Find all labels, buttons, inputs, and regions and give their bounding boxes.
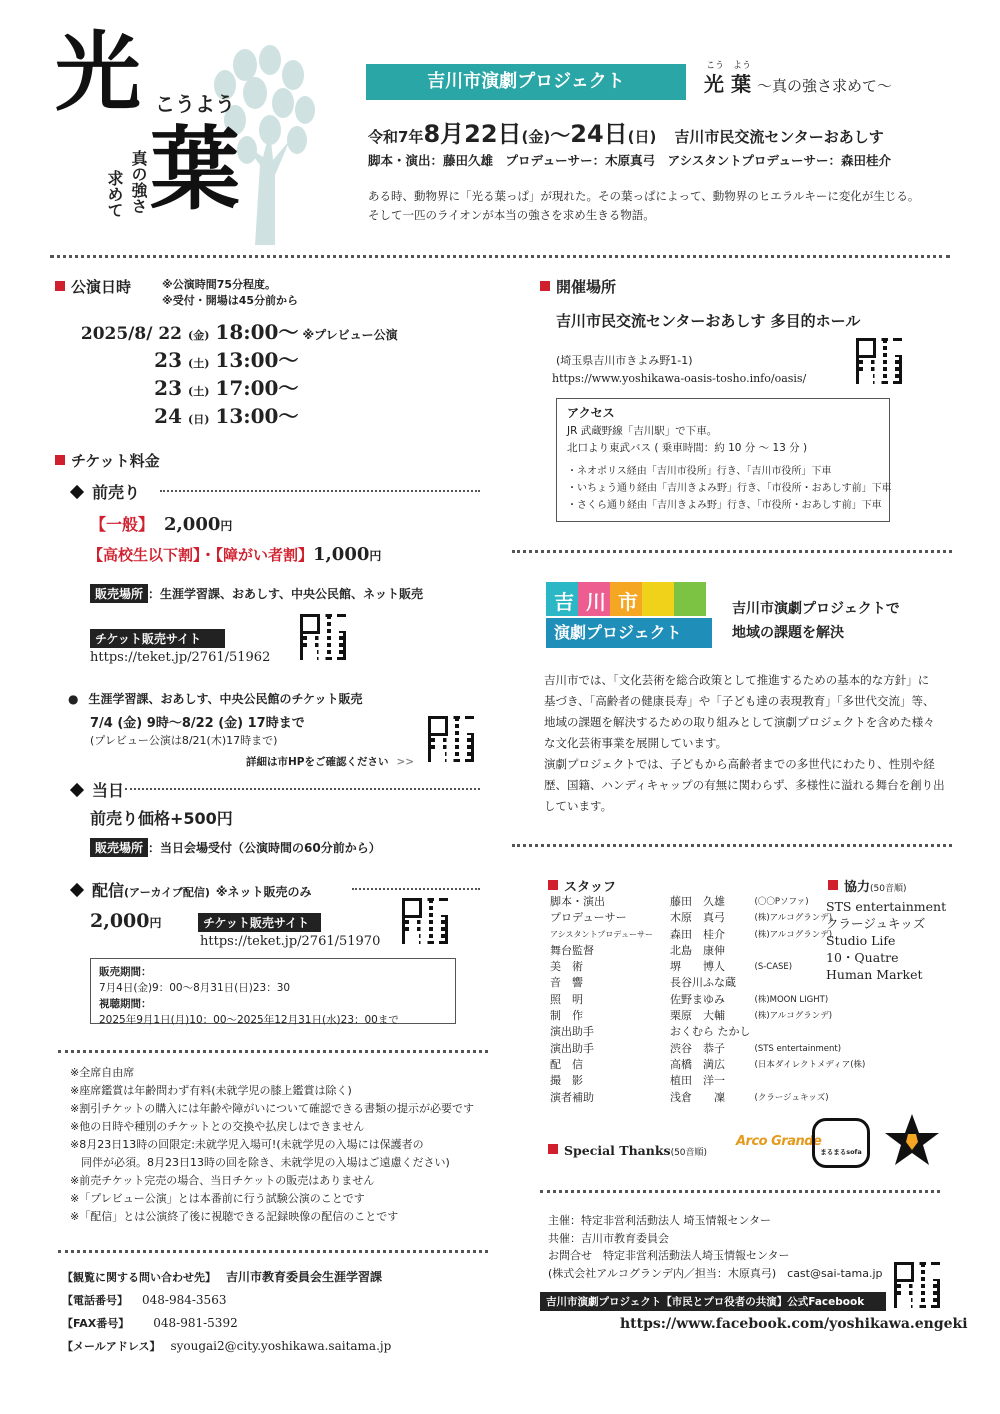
schedule-date: 2025/8/ 22 (80, 324, 182, 344)
thanks-heading-text: Special Thanks (564, 1143, 671, 1158)
staff-role: 演出助手 (550, 1041, 594, 1055)
staff-role: 音 響 (550, 976, 583, 990)
date-era: 令和7年 (368, 128, 424, 146)
office-more-text: 詳細は市HPをご確認ください (246, 756, 389, 768)
staff-affiliation (753, 1073, 868, 1089)
coop-sub: (50音順) (870, 884, 907, 894)
note-item: ※「配信」とは公演終了後に視聴できる記録映像の配信のことです (70, 1210, 399, 1223)
project-headline-2: 地域の課題を解決 (732, 625, 844, 641)
access-box (556, 398, 890, 522)
staff-row (548, 1008, 867, 1024)
schedule-row (70, 402, 490, 430)
view-period: 2025年9月1日(月)10：00～2025年12月31日(水)23：00まで (99, 1014, 399, 1026)
schedule-date: 24 (154, 404, 182, 428)
staff-name: 栗原 大輔 (670, 1009, 725, 1023)
project-body (544, 670, 945, 817)
date-end: 24日 (570, 120, 628, 148)
venue-url[interactable]: https://www.yoshikawa-oasis-tosho.info/oasis/ (552, 372, 807, 385)
project-body-line: 基づき、「高齢者の健康長寿」や「子ども達の表現教育」「多世代交流」等、 (544, 694, 935, 708)
staff-affiliation: (株)アルコグランデ) (754, 1011, 833, 1022)
contact-title: 【観覧に関する問い合わせ先】 (62, 1271, 216, 1284)
sales-places (90, 584, 423, 603)
project-body-line: しています。 (544, 799, 613, 813)
general-price-value: 2,000 (164, 514, 221, 535)
project-body-line: 歴、国籍、ハンディキャップの有無に関わらず、多様性に溢れる舞台を創り出 (544, 778, 945, 792)
dayof-place-text: ：当日会場受付（公演時間の60分前から） (148, 841, 381, 855)
venue-heading (540, 276, 616, 297)
bus-route: ・いちょう通り経由「吉川きよみ野」行き、「市役所・おあしす前」下車 (567, 483, 892, 494)
divider (125, 788, 480, 790)
staff-row (548, 894, 867, 910)
note-item: ※前売チケット完売の場合、当日チケットの販売はありません (70, 1174, 375, 1187)
schedule-heading (55, 276, 131, 297)
tickets-heading-text: チケット料金 (71, 452, 160, 470)
coop-item: クラージュキッズ (826, 916, 926, 931)
divider (58, 1050, 488, 1053)
schedule-dow: (土) (188, 357, 210, 370)
yen: 円 (220, 519, 233, 533)
credits: 脚本・演出：藤田久雄 プロデューサー：木原真弓 アシスタントプロデューサー：森田桂介 (368, 153, 892, 168)
staff-role: 照 明 (550, 992, 583, 1006)
staff-name: 藤田 久雄 (670, 895, 725, 908)
staff-name: 渋谷 恭子 (670, 1041, 725, 1055)
coop-item: Human Market (826, 967, 923, 982)
logo-ch-3: 市 (618, 590, 638, 614)
project-banner: 吉川市演劇プロジェクト (366, 64, 686, 100)
stream-sub: (アーカイブ配信) (124, 886, 210, 899)
note-item: ※全席自由席 (70, 1066, 135, 1079)
tickets-heading (55, 450, 160, 471)
note-item: ※「プレビュー公演」とは本番前に行う試験公演のことです (70, 1192, 365, 1205)
footer-info (548, 1212, 883, 1282)
project-body-line: 吉川市では、「文化芸術を総合政策として推進するための基本的な方針」に (544, 673, 930, 687)
thanks-heading (548, 1140, 707, 1159)
logo-tagline-2: 求めて (105, 170, 124, 218)
project-body-line: 演劇プロジェクトでは、子どもから高齢者までの多世代にわたり、性別や経 (544, 757, 935, 771)
staff-role: 撮 影 (550, 1074, 583, 1088)
stream-price (90, 910, 162, 932)
staff-row (548, 943, 867, 959)
staff-affiliation: (株)アルコグランデ) (754, 929, 833, 940)
schedule-dow: (日) (188, 413, 210, 426)
staff-heading (548, 876, 616, 895)
contact-block (62, 1266, 391, 1358)
qr-code-icon[interactable] (428, 716, 474, 762)
logo (55, 23, 295, 245)
date-start: 8月22日 (423, 120, 522, 148)
staff-name: 浅倉 凜 (670, 1090, 725, 1104)
contact-org: 吉川市教育委員会生涯学習課 (226, 1270, 383, 1284)
staff-affiliation: (クラージュキッズ) (754, 1092, 829, 1103)
date-venue: 吉川市民交流センターおあしす (674, 128, 884, 146)
title-text: 光 葉 (704, 72, 751, 96)
bus-route: ・さくら通り経由「吉川きよみ野」行き、「市役所・おあしす前」下車 (567, 500, 882, 511)
title-subtitle: ～真の強さ求めて～ (756, 77, 892, 95)
stream-site (198, 912, 321, 932)
qr-code-icon[interactable] (402, 898, 448, 944)
staff-name: 佐野まゆみ (670, 992, 725, 1006)
dayof-place (90, 838, 381, 857)
bullet-icon: ● (68, 692, 79, 706)
sale-period-label: 販売期間： (99, 966, 152, 978)
yen: 円 (369, 549, 382, 563)
staff-role: 配 信 (550, 1057, 583, 1071)
diamond-icon (70, 883, 84, 897)
thanks-sub: (50音順) (670, 1148, 708, 1158)
inquiry: お問合せ 特定非営利活動法人埼玉情報センター (548, 1249, 790, 1262)
staff-role: 演者補助 (550, 1090, 594, 1104)
office-sales-head (68, 690, 362, 707)
discount-price-value: 1,000 (313, 544, 370, 565)
divider (512, 844, 952, 847)
staff-name: 堺 博人 (670, 960, 725, 974)
staff-row (548, 959, 867, 975)
staff-row (548, 1024, 867, 1040)
office-sales-period: 7/4 (金) 9時～8/22 (金) 17時まで (90, 716, 305, 731)
marumaru-sofa-logo (812, 1118, 870, 1168)
synopsis-2: そして一匹のライオンが本当の強さを求め生きる物語。 (368, 208, 655, 222)
access-title: アクセス (567, 406, 615, 420)
stream-label: 配信 (92, 881, 125, 900)
staff-affiliation: (株)MOON LIGHT) (754, 994, 829, 1005)
schedule-time: 13:00～ (215, 404, 299, 428)
divider (58, 1250, 488, 1253)
dayof-label: 当日 (92, 781, 125, 800)
dayof-heading (68, 778, 124, 801)
schedule-note: ※プレビュー公演 (302, 328, 398, 342)
bus-route: ・ネオポリス経由「吉川市役所」行き、「吉川市役所」下車 (567, 466, 832, 477)
arcogrande-logo: Arco Grande (736, 1134, 822, 1149)
schedule-time: 17:00～ (215, 376, 299, 400)
coop-heading-text: 協力 (844, 880, 871, 895)
advance-label: 前売り (92, 483, 141, 502)
qr-code-icon[interactable] (300, 614, 346, 660)
star-logo-icon (884, 1112, 940, 1168)
stream-price-value: 2,000 (90, 910, 150, 932)
ticket-site-tag: チケット販売サイト (90, 629, 225, 648)
show-title (704, 68, 892, 97)
staff-role: 舞台監督 (550, 943, 594, 957)
staff-row (548, 1090, 867, 1106)
view-period-label: 視聴期間： (99, 998, 152, 1010)
logo-ch-1: 吉 (554, 590, 574, 614)
staff-role: アシスタントプロデューサー (550, 929, 653, 939)
staff-role: 脚本・演出 (550, 895, 605, 908)
tel-number[interactable]: 048-984-3563 (142, 1293, 227, 1307)
mail-address[interactable]: syougai2@city.yoshikawa.saitama.jp (170, 1339, 392, 1353)
staff-name: 森田 桂介 (670, 927, 725, 941)
staff-affiliation: (STS entertainment) (754, 1043, 842, 1054)
office-sales-head-text: 生涯学習課、おあしす、中央公民館のチケット販売 (88, 692, 363, 706)
logo-ch-2: 川 (586, 590, 606, 614)
staff-row (548, 910, 867, 926)
stream-site-url[interactable]: https://teket.jp/2761/51970 (200, 934, 381, 949)
sales-tag: 販売場所 (90, 584, 148, 603)
general-price (90, 512, 232, 535)
schedule-dow: (金) (188, 329, 210, 342)
staff-row (548, 1041, 867, 1057)
date-tilde: ～ (550, 123, 571, 147)
staff-affiliation: (株)アルコグランデ) (754, 913, 833, 924)
note-item: ※8月23日13時の回限定:未就学児入場可!(未就学児の入場には保護者の (70, 1138, 424, 1151)
project-body-line: な文化芸術事業を展開しています。 (544, 736, 728, 750)
host: 主催：特定非営利活動法人 埼玉情報センター (548, 1214, 772, 1227)
note-item: ※割引チケットの購入には年齢や障がいについて確認できる書類の提示が必要です (70, 1102, 475, 1115)
stream-period-box (90, 958, 456, 1024)
office-sales-note: (プレビュー公演は8/21(木)17時まで) (90, 734, 278, 747)
schedule-date: 23 (154, 348, 182, 372)
diamond-icon (70, 485, 84, 499)
general-label: 【一般】 (90, 515, 155, 534)
staff-role: 演出助手 (550, 1025, 594, 1039)
staff-affiliation: (〇〇Pソファ) (754, 897, 809, 907)
venue-name: 吉川市民交流センターおあしす 多目的ホール (556, 312, 861, 330)
coop-item: Studio Life (826, 933, 896, 948)
schedule-dow: (土) (188, 385, 210, 398)
tel-label: 【電話番号】 (62, 1294, 128, 1307)
staff-table (548, 894, 867, 1106)
schedule-row (70, 374, 490, 402)
cohost: 共催：吉川市教育委員会 (548, 1231, 669, 1245)
synopsis-1: ある時、動物界に「光る葉っぱ」が現れた。その葉っぱによって、動物界のヒエラルキーに変化が生じる。 (368, 189, 920, 203)
notes-list (70, 1064, 474, 1226)
schedule-time: 13:00～ (215, 348, 299, 372)
discount-price (88, 544, 381, 565)
staff-role: 制 作 (550, 1009, 583, 1023)
staff-role: プロデューサー (550, 911, 627, 925)
staff-role: 美 術 (550, 960, 583, 974)
project-logo (546, 582, 712, 650)
venue-heading-text: 開催場所 (556, 278, 617, 296)
date-end-dow: (日) (627, 128, 657, 146)
divider (352, 888, 480, 890)
staff-name: 植田 洋一 (670, 1074, 725, 1088)
office-sales-more[interactable] (246, 754, 414, 769)
access-line-1: JR 武蔵野線「吉川駅」で下車。 (567, 425, 718, 437)
schedule-note-1: ※公演時間75分程度。 (162, 278, 277, 291)
schedule-note-2: ※受付・開場は45分前から (162, 294, 299, 307)
note-item: ※座席鑑賞は年齢問わず有料(未就学児の膝上鑑賞は除く) (70, 1084, 352, 1097)
marumaru-text: まるまるsofa (820, 1148, 862, 1156)
venue-address: (埼玉県吉川市きよみ野1-1) (556, 354, 693, 367)
schedule-time: 18:00～ (215, 320, 299, 344)
date-start-dow: (金) (521, 128, 551, 146)
ticket-site (90, 628, 225, 648)
sales-places-text: ：生涯学習課、おあしす、中央公民館、ネット販売 (148, 587, 424, 601)
schedule-row (70, 318, 490, 346)
staff-name: おくむら たかし (670, 1025, 751, 1039)
staff-row (548, 1057, 867, 1073)
date-line (368, 114, 884, 149)
divider (512, 550, 952, 553)
staff-affiliation (753, 1024, 868, 1040)
qr-code-icon[interactable] (856, 338, 902, 384)
stream-note: ※ネット販売のみ (215, 885, 312, 899)
coop-list (826, 898, 946, 983)
schedule-list (70, 318, 490, 430)
staff-row (548, 992, 867, 1008)
staff-heading-text: スタッフ (564, 880, 617, 895)
project-headline-1: 吉川市演劇プロジェクトで (732, 601, 900, 617)
coop-item: STS entertainment (826, 899, 947, 914)
staff-name: 木原 真弓 (670, 911, 725, 925)
note-item: ※他の日時や種別のチケットとの交換や払戻しはできません (70, 1120, 365, 1133)
schedule-heading-text: 公演日時 (71, 278, 132, 296)
qr-code-icon[interactable] (894, 1262, 940, 1308)
access-line-2: 北口より東武バス ( 乗車時間：約 10 分 ～ 13 分 ) (567, 442, 808, 454)
divider (540, 1190, 940, 1193)
staff-name: 長谷川ふな蔵 (670, 976, 736, 990)
logo-ruby: こうよう (155, 92, 235, 116)
staff-affiliation: (日本ダイレクトメディア(株) (754, 1059, 866, 1070)
ticket-site-url[interactable]: https://teket.jp/2761/51962 (90, 650, 271, 665)
title-ruby: こう よう (706, 61, 752, 71)
staff-row (548, 927, 867, 943)
diamond-icon (70, 783, 84, 797)
logo-char-1: 光 (55, 23, 141, 123)
stream-heading (68, 878, 312, 901)
stream-site-tag: チケット販売サイト (198, 913, 321, 932)
double-chevron-icon: >> (396, 756, 415, 768)
logo-sub: 演劇プロジェクト (546, 618, 712, 648)
divider (50, 255, 950, 258)
fax-label: 【FAX番号】 (62, 1317, 130, 1330)
fax-number: 048-981-5392 (153, 1316, 238, 1330)
divider (160, 490, 480, 492)
inquiry-2: (株式会社アルコグランデ内／担当：木原真弓) cast@sai-tama.jp (548, 1266, 883, 1280)
staff-affiliation: (S-CASE) (754, 962, 793, 973)
staff-name: 北島 康伸 (670, 943, 725, 957)
project-body-line: 地域の課題を解決するための取り組みとして演劇プロジェクトを含めた様々 (544, 715, 935, 729)
schedule-date: 23 (154, 376, 182, 400)
coop-item: 10・Quatre (826, 950, 899, 965)
yen: 円 (149, 916, 162, 930)
staff-name: 高橋 満広 (670, 1057, 725, 1071)
facebook-url[interactable]: https://www.facebook.com/yoshikawa.engeki (620, 1316, 968, 1332)
logo-char-2: 葉 (150, 117, 240, 222)
staff-row (548, 975, 867, 991)
discount-label: 【高校生以下割】・【障がい者割】 (88, 546, 314, 564)
dayof-price: 前売り価格+500円 (90, 809, 233, 828)
coop-heading (828, 876, 907, 895)
dayof-tag: 販売場所 (90, 838, 148, 857)
advance-heading (68, 480, 140, 503)
note-item: 同伴が必須。8月23日13時の回を除き、未就学児の入場はご遠慮ください) (70, 1156, 450, 1169)
logo-tagline-1: 真の強さ (129, 150, 148, 214)
staff-row (548, 1073, 867, 1089)
mail-label: 【メールアドレス】 (62, 1340, 161, 1353)
schedule-row (70, 346, 490, 374)
facebook-banner: 吉川市演劇プロジェクト【市民とプロ役者の共演】公式Facebook (540, 1292, 886, 1311)
sale-period: 7月4日(金)9：00～8月31日(日)23：30 (99, 982, 291, 994)
